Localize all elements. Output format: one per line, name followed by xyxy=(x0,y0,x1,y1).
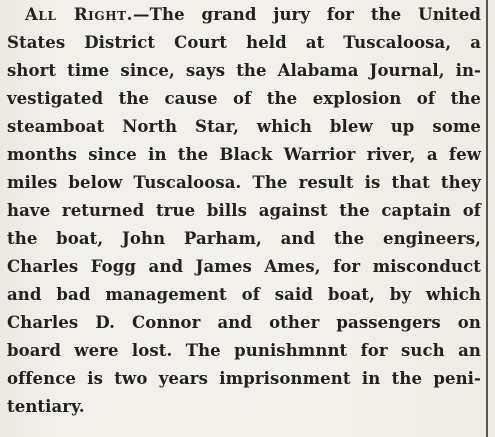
article-line-7: miles below Tuscaloosa. The result is that they xyxy=(7,173,481,192)
article-line-15: tentiary. xyxy=(7,397,85,416)
article-line-12: Charles D. Connor and other passengers on xyxy=(7,313,481,332)
article-line-14: offence is two years imprisonment in the peni- xyxy=(7,369,481,388)
article-line-1-text: —The grand jury for the United xyxy=(133,5,482,24)
article-line-9: the boat, John Parham, and the engineers, xyxy=(7,229,481,248)
article-line-8: have returned true bills against the captain of xyxy=(7,201,481,220)
article-line-1 xyxy=(25,5,481,25)
article-line-4: vestigated the cause of the explosion of the xyxy=(7,89,481,108)
article-line-11: and bad management of said boat, by which xyxy=(7,285,481,304)
article-line-2: States District Court held at Tuscaloosa, a xyxy=(7,33,481,52)
article-line-6: months since in the Black Warrior river, a few xyxy=(7,145,481,164)
article-line-13: board were lost. The punishmnnt for such an xyxy=(7,341,481,360)
article-line-3: short time since, says the Alabama Journal, in- xyxy=(7,61,481,80)
article-headline: All Right. xyxy=(25,5,134,24)
article-line-10: Charles Fogg and James Ames, for misconduct xyxy=(7,257,481,276)
article-line-5: steamboat North Star, which blew up some xyxy=(7,117,481,136)
